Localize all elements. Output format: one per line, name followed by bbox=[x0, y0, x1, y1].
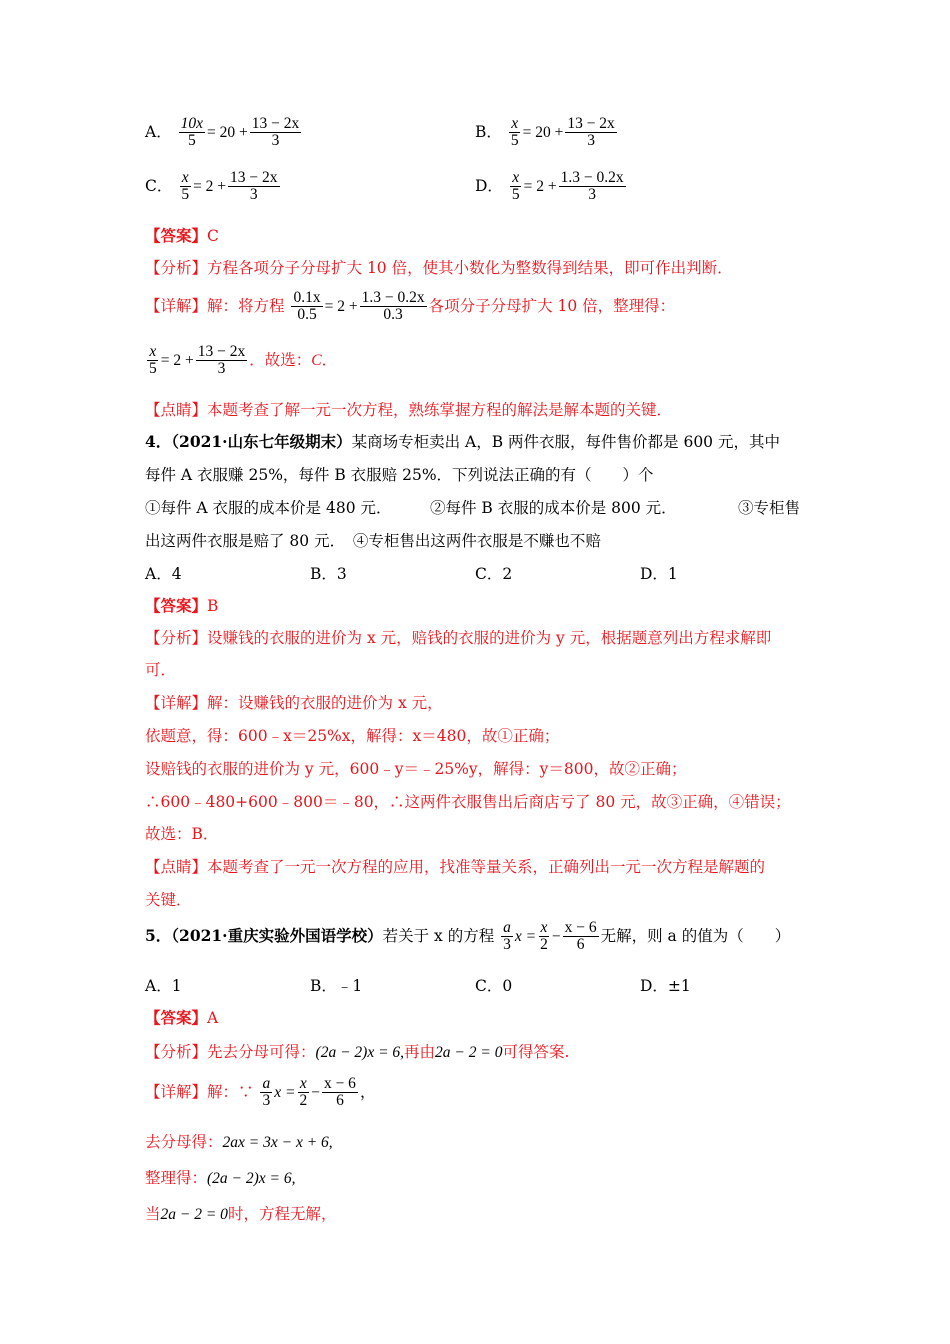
q5-option-a: A．1 bbox=[145, 977, 182, 995]
q3-result: $\frac{x}{5}$ = 2 + $\frac{13 - 2x}{3}$ ．故选：C． bbox=[149, 343, 338, 378]
q4-detail-line4: ∴600﹣480+600﹣800＝﹣80，∴这两件衣服售出后商店亏了 80 元，故③正确，④错误； bbox=[145, 793, 791, 811]
q4-detail-line3: 设赔钱的衣服的进价为 y 元，600﹣y＝﹣25%y，解得：y＝800，故②正确； bbox=[145, 760, 687, 778]
q4-option-b: B．3 bbox=[310, 565, 347, 583]
q3-answer: 【答案】C bbox=[145, 226, 219, 245]
q4-comment-line1: 【点睛】本题考查了一元一次方程的应用，找准等量关系，正确列出一元一次方程是解题的 bbox=[145, 858, 766, 876]
q4-detail-line2: 依题意，得：600﹣x＝25%x，解得：x＝480，故①正确； bbox=[145, 727, 560, 745]
q4-comment-line2: 关键． bbox=[145, 891, 192, 909]
q4-option-a: A．4 bbox=[145, 565, 182, 583]
q4-answer: 【答案】B bbox=[145, 596, 219, 615]
q4-analysis-line1: 【分析】设赚钱的衣服的进价为 x 元，赔钱的衣服的进价为 y 元，根据题意列出方程求解即 bbox=[145, 629, 772, 647]
q5-option-d: D．±1 bbox=[640, 977, 691, 995]
q4-detail-line1: 【详解】解：设赚钱的衣服的进价为 x 元， bbox=[145, 694, 443, 712]
q3-detail: 【详解】解：将方程 $\frac{0.1x}{0.5}$ = 2 + $\frac{1.3 - 0.2x}{0.3}$ 各项分子分母扩大 10 倍，整理得： bbox=[145, 289, 676, 324]
q5-analysis: 【分析】先去分母可得：(2a − 2)x = 6,再由2a − 2 = 0可得答案. bbox=[145, 1043, 570, 1061]
q4-statement-3a: ③专柜售 bbox=[738, 499, 801, 517]
q5-step2: 整理得：(2a − 2)x = 6, bbox=[145, 1169, 296, 1187]
q5-answer: 【答案】A bbox=[145, 1008, 219, 1027]
q3-analysis: 【分析】方程各项分子分母扩大 10 倍，使其小数化为整数得到结果，即可作出判断． bbox=[145, 259, 733, 277]
q5-stem: 5．（2021·重庆实验外国语学校）若关于 x 的方程 $\frac{a}{3}$ x = $\frac{x}{2}$ − $\frac{x - 6}{6}$ 无解，则 a 的值为（ ） bbox=[145, 919, 791, 954]
q4-stem-line2: 每件 A 衣服赚 25%，每件 B 衣服赔 25%．下列说法正确的有（ ）个 bbox=[145, 466, 654, 484]
q4-option-c: C．2 bbox=[475, 565, 513, 583]
q5-step3: 当2a − 2 = 0时，方程无解， bbox=[145, 1205, 337, 1223]
q4-statement-1: ①每件 A 衣服的成本价是 480 元． bbox=[145, 499, 392, 517]
q4-option-d: D．1 bbox=[640, 565, 678, 583]
q5-option-c: C．0 bbox=[475, 977, 513, 995]
q5-step1: 去分母得：2ax = 3x − x + 6, bbox=[145, 1133, 333, 1151]
option-a: A． $\frac{10x}{5}$ = 20 + $\frac{13 - 2x}{3}$ bbox=[145, 115, 300, 150]
option-b: B． $\frac{x}{5}$ = 20 + $\frac{13 - 2x}{3}$ bbox=[475, 115, 615, 150]
option-d: D． $\frac{x}{5}$ = 2 + $\frac{1.3 - 0.2x}{3}$ bbox=[475, 169, 624, 204]
q4-statement-2: ②每件 B 衣服的成本价是 800 元． bbox=[430, 499, 677, 517]
q3-comment: 【点睛】本题考查了解一元一次方程，熟练掌握方程的解法是解本题的关键． bbox=[145, 401, 673, 419]
q4-detail-line5: 故选：B． bbox=[145, 825, 219, 843]
q5-detail: 【详解】解：∵ $\frac{a}{3}$ x = $\frac{x}{2}$ − $\frac{x - 6}{6}$ ， bbox=[145, 1075, 376, 1110]
q4-statement-3b-4: 出这两件衣服是赔了 80 元． ④专柜售出这两件衣服是不赚也不赔 bbox=[145, 532, 601, 550]
q5-option-b: B．﹣1 bbox=[310, 977, 363, 995]
option-c: C． $\frac{x}{5}$ = 2 + $\frac{13 - 2x}{3}$ bbox=[145, 169, 278, 204]
q4-stem-line1: 4．（2021·山东七年级期末）某商场专柜卖出 A，B 两件衣服，每件售价都是 600 元，其中 bbox=[145, 432, 780, 451]
q4-analysis-line2: 可． bbox=[145, 661, 177, 679]
